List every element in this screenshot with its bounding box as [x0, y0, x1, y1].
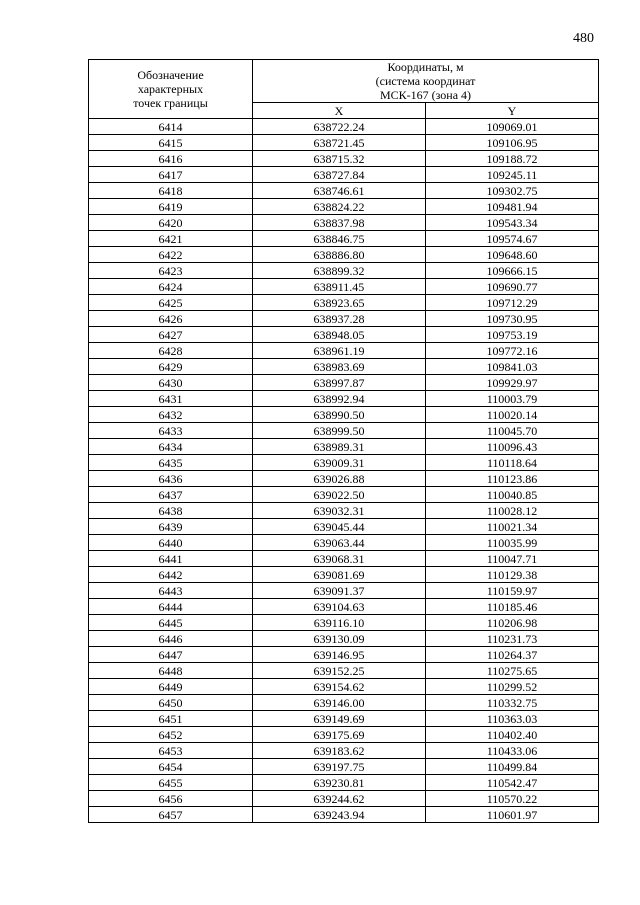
x-coordinate-cell: 639032.31 — [253, 503, 426, 519]
x-coordinate-cell: 638899.32 — [253, 263, 426, 279]
point-cell: 6425 — [89, 295, 253, 311]
point-header-line: Обозначение — [137, 68, 204, 82]
y-coordinate-cell: 110047.71 — [426, 551, 599, 567]
point-cell: 6441 — [89, 551, 253, 567]
x-coordinate-cell: 639091.37 — [253, 583, 426, 599]
coords-header-line: (система координат — [375, 74, 476, 88]
point-cell: 6430 — [89, 375, 253, 391]
y-coordinate-cell: 109069.01 — [426, 119, 599, 135]
table-row — [89, 359, 599, 375]
table-row — [89, 759, 599, 775]
coordinates-header — [253, 60, 599, 103]
coords-header-line: Координаты, м — [387, 60, 464, 74]
x-coordinate-cell: 639009.31 — [253, 455, 426, 471]
y-coordinate-cell: 110159.97 — [426, 583, 599, 599]
point-cell: 6454 — [89, 759, 253, 775]
table-row — [89, 503, 599, 519]
y-coordinate-cell: 110123.86 — [426, 471, 599, 487]
table-row — [89, 199, 599, 215]
table-row — [89, 727, 599, 743]
table-row — [89, 535, 599, 551]
table-row — [89, 263, 599, 279]
table-row — [89, 583, 599, 599]
x-coordinate-cell: 638746.61 — [253, 183, 426, 199]
point-cell: 6447 — [89, 647, 253, 663]
table-row — [89, 599, 599, 615]
table-row — [89, 247, 599, 263]
y-coordinate-cell: 110096.43 — [426, 439, 599, 455]
x-coordinate-cell: 639068.31 — [253, 551, 426, 567]
x-coordinate-cell: 638992.94 — [253, 391, 426, 407]
table-row — [89, 647, 599, 663]
point-cell: 6452 — [89, 727, 253, 743]
x-coordinate-cell: 638911.45 — [253, 279, 426, 295]
point-designation-header — [89, 60, 253, 119]
y-coordinate-cell: 109481.94 — [426, 199, 599, 215]
table-body — [89, 119, 599, 823]
x-coordinate-cell: 638721.45 — [253, 135, 426, 151]
point-cell: 6431 — [89, 391, 253, 407]
table-row — [89, 135, 599, 151]
table-row — [89, 327, 599, 343]
point-cell: 6457 — [89, 807, 253, 823]
point-cell: 6423 — [89, 263, 253, 279]
point-cell: 6420 — [89, 215, 253, 231]
y-coordinate-cell: 109730.95 — [426, 311, 599, 327]
table-row — [89, 183, 599, 199]
point-cell: 6432 — [89, 407, 253, 423]
y-coordinate-cell: 110206.98 — [426, 615, 599, 631]
x-coordinate-cell: 638937.28 — [253, 311, 426, 327]
table-row — [89, 743, 599, 759]
table-row — [89, 711, 599, 727]
y-coordinate-cell: 110118.64 — [426, 455, 599, 471]
table-row — [89, 631, 599, 647]
point-cell: 6445 — [89, 615, 253, 631]
y-coordinate-cell: 109712.29 — [426, 295, 599, 311]
x-coordinate-cell: 638886.80 — [253, 247, 426, 263]
y-coordinate-cell: 110035.99 — [426, 535, 599, 551]
y-coordinate-cell: 110021.34 — [426, 519, 599, 535]
table-row — [89, 615, 599, 631]
point-cell: 6453 — [89, 743, 253, 759]
coords-header-line: МСК-167 (зона 4) — [379, 88, 472, 102]
x-coordinate-cell: 639152.25 — [253, 663, 426, 679]
y-coordinate-cell: 110499.84 — [426, 759, 599, 775]
table-row — [89, 407, 599, 423]
point-cell: 6439 — [89, 519, 253, 535]
point-header-line: точек границы — [133, 96, 208, 110]
y-coordinate-cell: 110601.97 — [426, 807, 599, 823]
table-row — [89, 151, 599, 167]
table-row — [89, 279, 599, 295]
table-row — [89, 455, 599, 471]
y-coordinate-cell: 110020.14 — [426, 407, 599, 423]
point-cell: 6451 — [89, 711, 253, 727]
table-row — [89, 695, 599, 711]
x-coordinate-cell: 639230.81 — [253, 775, 426, 791]
y-coordinate-cell: 109543.34 — [426, 215, 599, 231]
y-coordinate-cell: 110045.70 — [426, 423, 599, 439]
table-row — [89, 215, 599, 231]
point-cell: 6455 — [89, 775, 253, 791]
x-coordinate-cell: 638824.22 — [253, 199, 426, 215]
point-cell: 6449 — [89, 679, 253, 695]
point-cell: 6442 — [89, 567, 253, 583]
x-column-header: X — [253, 103, 426, 119]
point-cell: 6440 — [89, 535, 253, 551]
x-coordinate-cell: 638722.24 — [253, 119, 426, 135]
x-coordinate-cell: 638727.84 — [253, 167, 426, 183]
x-coordinate-cell: 638989.31 — [253, 439, 426, 455]
y-coordinate-cell: 109106.95 — [426, 135, 599, 151]
point-cell: 6434 — [89, 439, 253, 455]
point-cell: 6450 — [89, 695, 253, 711]
table-row — [89, 471, 599, 487]
table-row — [89, 807, 599, 823]
point-header-line: характерных — [137, 82, 204, 96]
y-coordinate-cell: 110129.38 — [426, 567, 599, 583]
point-cell: 6418 — [89, 183, 253, 199]
table-row — [89, 375, 599, 391]
y-coordinate-cell: 110542.47 — [426, 775, 599, 791]
y-coordinate-cell: 110185.46 — [426, 599, 599, 615]
x-coordinate-cell: 639063.44 — [253, 535, 426, 551]
x-coordinate-cell: 639146.95 — [253, 647, 426, 663]
point-cell: 6421 — [89, 231, 253, 247]
table-row — [89, 439, 599, 455]
point-cell: 6427 — [89, 327, 253, 343]
y-coordinate-cell: 110363.03 — [426, 711, 599, 727]
y-coordinate-cell: 109245.11 — [426, 167, 599, 183]
x-coordinate-cell: 638715.32 — [253, 151, 426, 167]
point-cell: 6436 — [89, 471, 253, 487]
x-coordinate-cell: 639149.69 — [253, 711, 426, 727]
point-cell: 6429 — [89, 359, 253, 375]
y-coordinate-cell: 110570.22 — [426, 791, 599, 807]
point-cell: 6414 — [89, 119, 253, 135]
table-row — [89, 567, 599, 583]
table-row — [89, 119, 599, 135]
x-coordinate-cell: 638846.75 — [253, 231, 426, 247]
x-coordinate-cell: 639022.50 — [253, 487, 426, 503]
point-cell: 6416 — [89, 151, 253, 167]
point-cell: 6428 — [89, 343, 253, 359]
table-row — [89, 487, 599, 503]
table-row — [89, 167, 599, 183]
y-coordinate-cell: 109666.15 — [426, 263, 599, 279]
point-cell: 6446 — [89, 631, 253, 647]
boundary-coordinates-table — [88, 59, 599, 823]
y-coordinate-cell: 110264.37 — [426, 647, 599, 663]
point-cell: 6433 — [89, 423, 253, 439]
table-row — [89, 311, 599, 327]
x-coordinate-cell: 639197.75 — [253, 759, 426, 775]
y-column-header: Y — [426, 103, 599, 119]
y-coordinate-cell: 109648.60 — [426, 247, 599, 263]
x-coordinate-cell: 638999.50 — [253, 423, 426, 439]
point-cell: 6426 — [89, 311, 253, 327]
point-cell: 6415 — [89, 135, 253, 151]
point-cell: 6417 — [89, 167, 253, 183]
table-row — [89, 295, 599, 311]
table-row — [89, 679, 599, 695]
point-cell: 6419 — [89, 199, 253, 215]
y-coordinate-cell: 110231.73 — [426, 631, 599, 647]
table-row — [89, 343, 599, 359]
x-coordinate-cell: 639183.62 — [253, 743, 426, 759]
x-coordinate-cell: 639243.94 — [253, 807, 426, 823]
x-coordinate-cell: 639081.69 — [253, 567, 426, 583]
table-row — [89, 391, 599, 407]
x-coordinate-cell: 639116.10 — [253, 615, 426, 631]
x-coordinate-cell: 638997.87 — [253, 375, 426, 391]
point-cell: 6444 — [89, 599, 253, 615]
x-coordinate-cell: 638961.19 — [253, 343, 426, 359]
x-coordinate-cell: 639045.44 — [253, 519, 426, 535]
point-cell: 6435 — [89, 455, 253, 471]
x-coordinate-cell: 639130.09 — [253, 631, 426, 647]
point-cell: 6448 — [89, 663, 253, 679]
y-coordinate-cell: 109753.19 — [426, 327, 599, 343]
point-cell: 6437 — [89, 487, 253, 503]
x-coordinate-cell: 638837.98 — [253, 215, 426, 231]
table-row — [89, 231, 599, 247]
y-coordinate-cell: 109302.75 — [426, 183, 599, 199]
y-coordinate-cell: 109929.97 — [426, 375, 599, 391]
x-coordinate-cell: 638990.50 — [253, 407, 426, 423]
point-cell: 6422 — [89, 247, 253, 263]
point-cell: 6443 — [89, 583, 253, 599]
table-row — [89, 663, 599, 679]
page-number: 480 — [573, 31, 594, 46]
y-coordinate-cell: 110332.75 — [426, 695, 599, 711]
table-row — [89, 791, 599, 807]
y-coordinate-cell: 109841.03 — [426, 359, 599, 375]
x-coordinate-cell: 639026.88 — [253, 471, 426, 487]
y-coordinate-cell: 109690.77 — [426, 279, 599, 295]
x-coordinate-cell: 639175.69 — [253, 727, 426, 743]
x-coordinate-cell: 638923.65 — [253, 295, 426, 311]
x-coordinate-cell: 639104.63 — [253, 599, 426, 615]
table-header — [89, 60, 599, 119]
x-coordinate-cell: 638948.05 — [253, 327, 426, 343]
table-row — [89, 775, 599, 791]
y-coordinate-cell: 110028.12 — [426, 503, 599, 519]
table-row — [89, 551, 599, 567]
x-coordinate-cell: 639244.62 — [253, 791, 426, 807]
point-cell: 6456 — [89, 791, 253, 807]
x-coordinate-cell: 639154.62 — [253, 679, 426, 695]
y-coordinate-cell: 109188.72 — [426, 151, 599, 167]
y-coordinate-cell: 110003.79 — [426, 391, 599, 407]
y-coordinate-cell: 110402.40 — [426, 727, 599, 743]
x-coordinate-cell: 638983.69 — [253, 359, 426, 375]
y-coordinate-cell: 110299.52 — [426, 679, 599, 695]
y-coordinate-cell: 110040.85 — [426, 487, 599, 503]
y-coordinate-cell: 109574.67 — [426, 231, 599, 247]
x-coordinate-cell: 639146.00 — [253, 695, 426, 711]
y-coordinate-cell: 109772.16 — [426, 343, 599, 359]
table-row — [89, 423, 599, 439]
point-cell: 6424 — [89, 279, 253, 295]
y-coordinate-cell: 110275.65 — [426, 663, 599, 679]
y-coordinate-cell: 110433.06 — [426, 743, 599, 759]
table-row — [89, 519, 599, 535]
point-cell: 6438 — [89, 503, 253, 519]
